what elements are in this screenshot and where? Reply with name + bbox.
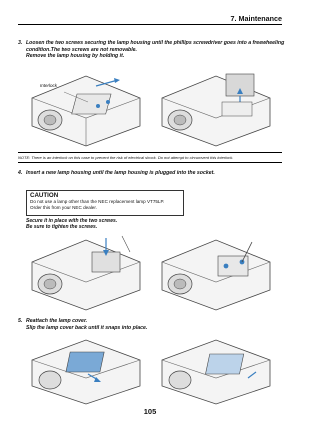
caution-line-1: Do not use a lamp other than the NEC replacement lamp VT75LP. <box>30 199 165 204</box>
figure-tighten-screws-right <box>156 232 276 312</box>
step-4-number: 4. <box>18 170 23 176</box>
step-4-text <box>18 170 215 177</box>
step-3-line-3: Remove the lamp housing by holding it. <box>26 53 125 60</box>
step-4-sub-text <box>26 218 117 230</box>
figure-reattach-cover-right <box>156 334 276 406</box>
caution-heading: CAUTION <box>30 192 59 199</box>
interlock-label: Interlock <box>40 83 58 88</box>
step-5-number: 5. <box>18 318 23 324</box>
step-5-line-2: Slip the lamp cover back until it snaps into place. <box>26 324 148 331</box>
step-4-line-1: Insert a new lamp housing until the lamp housing is plugged into the socket. <box>26 170 215 176</box>
figure-remove-lamp-left <box>26 68 146 148</box>
step-3-number: 3. <box>18 40 23 46</box>
header-rule <box>18 24 282 25</box>
section-title: 7. Maintenance <box>230 14 282 23</box>
page-number: 105 <box>143 407 157 416</box>
caution-line-2: Order this from your NEC dealer. <box>30 204 97 210</box>
step-3-line-2: condition.The two screws are not removable. <box>26 46 137 53</box>
figure-insert-lamp-left <box>26 232 146 312</box>
interlock-note: NOTE: There is an interlock on this case to prevent the risk of electrical shock. Do not attempt to circumvent this interlock. <box>18 152 282 163</box>
figure-reattach-cover-left <box>26 334 146 406</box>
step-5-line-1: Reattach the lamp cover. <box>26 318 88 324</box>
step-4-sub-line-2: Be sure to tighten the screws. <box>26 224 98 231</box>
step-4-sub-line-1: Secure it in place with the two screws. <box>26 218 118 224</box>
figure-remove-lamp-right <box>156 68 276 148</box>
step-3-text <box>18 40 284 60</box>
step-3-line-1: Loosen the two screws securing the lamp housing until the phillips screwdriver goes into a freewheeling <box>26 40 285 46</box>
step-5-text <box>18 318 147 331</box>
page-header <box>18 14 282 30</box>
caution-box <box>26 190 184 216</box>
